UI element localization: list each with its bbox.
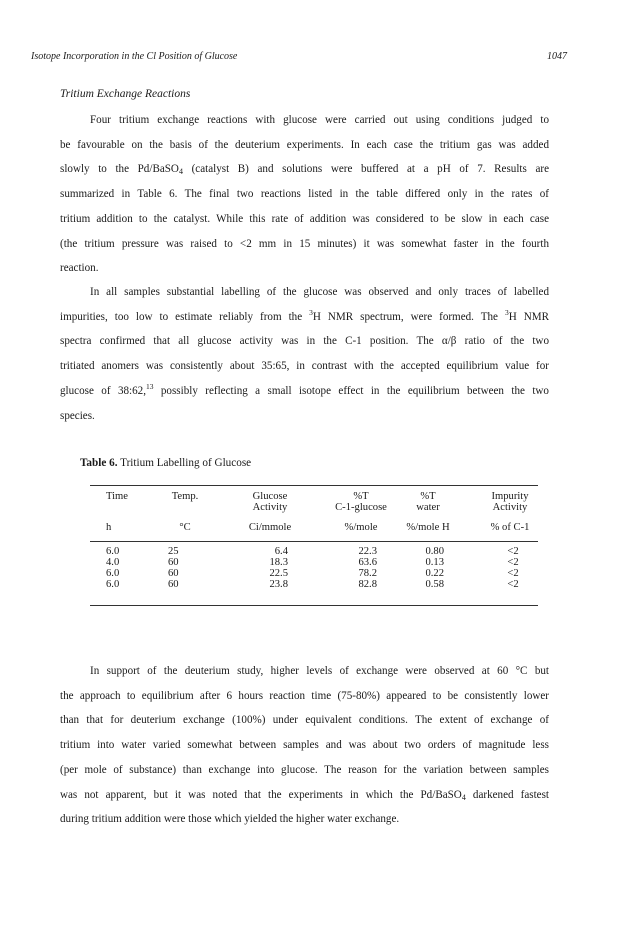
column-cells	[414, 546, 444, 590]
column-header-line: water	[416, 502, 440, 513]
paragraph-line: spectra confirmed that all glucose activity was in the C-1 position. The α/β ratio of the two	[60, 335, 549, 348]
table-top-rule	[90, 485, 538, 486]
column-header	[326, 491, 396, 533]
table-header-rule	[90, 541, 538, 542]
paragraph-line: (the tritium pressure was raised to <2 mm in 15 minutes) it was somewhat faster in the fourth	[60, 237, 549, 250]
paragraph-line: species.	[60, 409, 95, 422]
table-cell: <2	[507, 568, 519, 579]
table-cell: <2	[507, 557, 519, 568]
paragraph-line: impurities, too low to estimate reliably from the $^3$H NMR spectrum, were formed. The $^3$H NMR	[60, 307, 549, 323]
column-header-line: Activity	[492, 502, 528, 513]
column-header	[235, 491, 305, 533]
section-title: Tritium Exchange Reactions	[60, 88, 191, 100]
column-unit: %/mole	[344, 522, 378, 533]
paragraph-line: In support of the deuterium study, higher levels of exchange were observed at 60 °C but	[90, 665, 549, 677]
paragraph-line: In all samples substantial labelling of the glucose was observed and only traces of labelled	[90, 286, 549, 298]
paragraph-line: summarized in Table 6. The final two reactions listed in the table differed only in the rates of	[60, 188, 549, 201]
paragraph-line: than that for deuterium exchange (100%) under equivalent conditions. The extent of exchange of	[60, 714, 549, 727]
column-cells	[498, 546, 528, 590]
column-cells	[168, 546, 198, 590]
table-cell: 0.13	[425, 557, 444, 568]
column-header-line: Time	[106, 491, 128, 502]
column-header	[480, 491, 540, 533]
paragraph-line: tritium addition to the catalyst. While this rate of addition was considered to be slow in each case	[60, 212, 549, 225]
table-cell: <2	[507, 546, 519, 557]
running-header-title: Isotope Incorporation in the Cl Position of Glucose	[31, 51, 238, 62]
column-header	[106, 491, 146, 533]
table-cell: <2	[507, 579, 519, 590]
paragraph-1	[60, 108, 549, 281]
table-cell: 22.5	[269, 568, 288, 579]
paragraph-2	[60, 280, 549, 428]
paragraph-line: be favourable on the basis of the deuterium experiments. In each case the tritium gas was added	[60, 138, 549, 151]
column-header	[160, 491, 210, 533]
column-header-line: C-1-glucose	[335, 502, 387, 513]
paragraph-line: during tritium addition were those which yielded the higher water exchange.	[60, 813, 400, 826]
column-cells	[250, 546, 288, 590]
paragraph-line: was not apparent, but it was noted that the experiments in which the Pd/BaSO$_4$ darkened fastest	[60, 788, 550, 802]
column-header-line: Glucose	[252, 491, 288, 502]
table-cell: 18.3	[269, 557, 288, 568]
paragraph-line: (per mole of substance) than exchange into glucose. The reason for the variation between samples	[60, 763, 549, 776]
running-header	[31, 51, 567, 65]
table-cell: 6.0	[106, 568, 120, 579]
table-cell: 4.0	[106, 557, 120, 568]
table-cell: 63.6	[358, 557, 377, 568]
column-header	[398, 491, 458, 533]
column-cells	[335, 546, 377, 590]
column-header-line: Temp.	[171, 491, 199, 502]
table-cell: 60	[168, 568, 179, 579]
table-cell: 22.3	[358, 546, 377, 557]
column-header-line: %T	[353, 491, 369, 502]
table-cell: 0.80	[425, 546, 444, 557]
column-header-line: %T	[420, 491, 436, 502]
column-cells	[106, 546, 136, 590]
paragraph-line: reaction.	[60, 262, 99, 275]
table-cell: 6.0	[106, 546, 120, 557]
table-cell: 25	[168, 546, 179, 557]
table-cell: 78.2	[358, 568, 377, 579]
column-unit: h	[106, 522, 112, 533]
table-cell: 0.22	[425, 568, 444, 579]
column-unit: Ci/mmole	[248, 522, 292, 533]
table-bottom-rule	[90, 605, 538, 606]
table-caption	[80, 457, 251, 469]
column-unit: °C	[179, 522, 191, 533]
column-unit: %/mole H	[406, 522, 450, 533]
page-number: 1047	[547, 51, 567, 62]
table-cell: 6.0	[106, 579, 120, 590]
paragraph-3	[60, 659, 549, 832]
table-cell: 82.8	[358, 579, 377, 590]
paragraph-line: tritium into water varied somewhat between samples and was about two orders of magnitude less	[60, 739, 549, 752]
table-caption-label: Table 6.	[80, 457, 118, 469]
column-header-line: Activity	[252, 502, 288, 513]
table-cell: 60	[168, 557, 179, 568]
paragraph-line: tritiated anomers was consistently about 35:65, in contrast with the accepted equilibrium value for	[60, 360, 549, 373]
table-cell: 60	[168, 579, 179, 590]
table-cell: 0.58	[425, 579, 444, 590]
table-cell: 6.4	[274, 546, 288, 557]
paragraph-line: Four tritium exchange reactions with glucose were carried out using conditions judged to	[90, 114, 549, 126]
table-caption-text: Tritium Labelling of Glucose	[120, 457, 252, 469]
column-header-line: Impurity	[491, 491, 529, 502]
paragraph-line: glucose of 38:62,13 possibly reflecting a small isotope effect in the equilibrium between the two	[60, 381, 549, 397]
paragraph-line: the approach to equilibrium after 6 hours reaction time (75-80%) appeared to be consistently lower	[60, 689, 549, 702]
paragraph-line: slowly to the Pd/BaSO$_4$ (catalyst B) and solutions were buffered at a pH of 7. Results are	[60, 163, 549, 177]
column-unit: % of C-1	[490, 522, 530, 533]
table-cell: 23.8	[269, 579, 288, 590]
